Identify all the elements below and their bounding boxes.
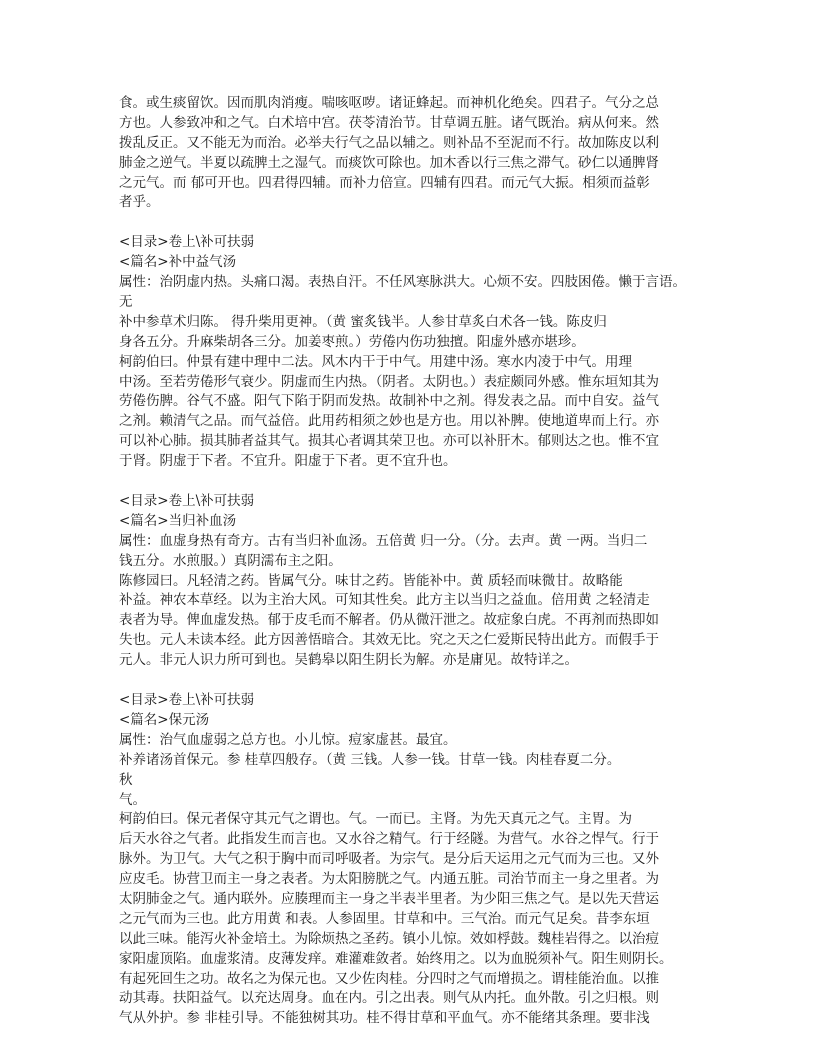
text-line: 食。或生痰留饮。因而肌肉消瘦。喘咳呕哕。诸证蜂起。而神机化绝矣。四君子。气分之总 (119, 95, 659, 111)
text-line: 方也。人参致冲和之气。白术培中宫。茯苓清治节。甘草调五脏。诸气既治。病从何来。然 (119, 114, 659, 131)
formula-section (119, 233, 699, 472)
text-line: 气。 (119, 791, 146, 808)
text-line: 家阳虚顶陷。血虚浆清。皮薄发痒。难灌难敛者。始终用之。以为血脱须补气。阳生则阴长。 (119, 950, 673, 967)
text-line: 属性：血虚身热有奇方。古有当归补血汤。五倍黄 归一分。（分。去声。黄 一两。当归二 (119, 532, 648, 549)
text-line: 太阴肺金之气。通内联外。应腠理而主一身之半表半里者。为少阳三焦之气。是以先天营运 (119, 890, 659, 907)
text-line: 补养诸汤首保元。参 桂草四般存。（黄 三钱。人参一钱。甘草一钱。肉桂春夏二分。 (119, 751, 621, 768)
text-line: 钱五分。水煎服。）真阴濡布主之阳。 (119, 552, 342, 569)
text-line: 无 (119, 294, 133, 311)
text-line: 陈修园曰。凡轻清之药。皆属气分。味甘之药。皆能补中。黄 质轻而味微甘。故略能 (119, 572, 623, 589)
text-line: 之元气。而 郁可开也。四君得四辅。而补力倍宣。四辅有四君。而元气大振。相须而益彰 (119, 174, 650, 191)
document-page (119, 94, 699, 1029)
text-line: 属性：治气血虚弱之总方也。小儿惊。痘家虚甚。最宜。 (119, 731, 457, 748)
paragraph-gap (119, 213, 699, 233)
text-line: 秋 (119, 771, 133, 788)
text-line: <篇名>补中益气汤 (119, 254, 237, 271)
text-line: 可以补心肺。损其肺者益其气。损其心者调其荣卫也。亦可以补肝木。郁则达之也。惟不宜 (119, 433, 659, 450)
text-line: 脉外。为卫气。大气之积于胸中而司呼吸者。为宗气。是分后天运用之元气而为三也。又外 (119, 851, 659, 868)
text-line: 中汤。至若劳倦形气衰少。阴虚而生内热。（阴者。太阴也。）表症颇同外感。惟东垣知其为 (119, 373, 659, 390)
text-line: 应皮毛。协营卫而主一身之表者。为太阳膀胱之气。内通五脏。司治节而主一身之里者。为 (119, 871, 659, 888)
text-line: 补中参草术归陈。 得升柴用更神。（黄 蜜炙钱半。人参甘草炙白术各一钱。陈皮归 (119, 313, 607, 330)
text-line: 柯韵伯曰。保元者保守其元气之谓也。气。一而已。主肾。为先天真元之气。主胃。为 (119, 811, 632, 828)
text-line: 以此三味。能泻火补金培土。为除烦热之圣药。镇小儿惊。效如桴鼓。魏桂岩得之。以治痘 (119, 930, 659, 947)
paragraph-gap (119, 472, 699, 492)
text-line: 拨乱反正。又不能无为而治。必举夫行气之品以辅之。则补品不至泥而不行。故加陈皮以利 (119, 134, 659, 151)
text-line: <目录>卷上\补可扶弱 (119, 234, 255, 251)
text-line: 肺金之逆气。半夏以疏脾土之湿气。而痰饮可除也。加木香以行三焦之滞气。砂仁以通脾肾 (119, 154, 659, 171)
paragraph-gap (119, 671, 699, 691)
continued-text-block (119, 94, 699, 213)
text-line: <目录>卷上\补可扶弱 (119, 493, 255, 510)
text-line: 之元气而为三也。此方用黄 和表。人参固里。甘草和中。三气治。而元气足矣。昔李东垣 (119, 910, 650, 927)
text-line: 补益。神农本草经。以为主治大风。可知其性矣。此方主以当归之益血。倍用黄 之轻清走 (119, 592, 650, 609)
text-line: <篇名>保元汤 (119, 711, 210, 728)
formula-section (119, 492, 699, 671)
formula-section (119, 691, 699, 1029)
text-line: 劳倦伤脾。谷气不盛。阳气下陷于阴而发热。故制补中之剂。得发表之品。而中自安。益气 (119, 393, 659, 410)
text-line: 于肾。阴虚于下者。不宜升。阳虚于下者。更不宜升也。 (119, 453, 457, 470)
text-line: 身各五分。升麻柴胡各三分。加姜枣煎。）劳倦内伤功独擅。阳虚外感亦堪珍。 (119, 333, 585, 350)
text-line: <篇名>当归补血汤 (119, 512, 237, 529)
text-line: 动其毒。扶阳益气。以充达周身。血在内。引之出表。则气从内托。血外散。引之归根。则 (119, 990, 659, 1007)
text-line: 失也。元人未读本经。此方因善悟暗合。其效无比。究之天之仁爱斯民特出此方。而假手于 (119, 632, 659, 649)
text-line: 元人。非元人识力所可到也。吴鹤皋以阳生阴长为解。亦是庸见。故特详之。 (119, 652, 578, 669)
text-line: 气从外护。参 非桂引导。不能独树其功。桂不得甘草和平血气。亦不能绪其条理。要非浅 (119, 1010, 650, 1027)
text-line: 表者为导。俾血虚发热。郁于皮毛而不解者。仍从微汗泄之。故症象白虎。不再剂而热即如 (119, 612, 659, 629)
text-line: 者乎。 (119, 194, 160, 211)
text-line: <目录>卷上\补可扶弱 (119, 692, 255, 709)
text-line: 属性：治阴虚内热。头痛口渴。表热自汗。不任风寒脉洪大。心烦不安。四肢困倦。懒于言语。 (119, 274, 686, 291)
text-line: 柯韵伯曰。仲景有建中理中二法。风木内干于中气。用建中汤。寒水内凌于中气。用理 (119, 353, 632, 370)
text-line: 有起死回生之功。故名之为保元也。又少佐肉桂。分四时之气而增损之。谓桂能治血。以推 (119, 970, 659, 987)
text-line: 后天水谷之气者。此指发生而言也。又水谷之精气。行于经隧。为营气。水谷之悍气。行于 (119, 831, 659, 848)
text-line: 之剂。赖清气之品。而气益倍。此用药相须之妙也是方也。用以补脾。使地道卑而上行。亦 (119, 413, 659, 430)
